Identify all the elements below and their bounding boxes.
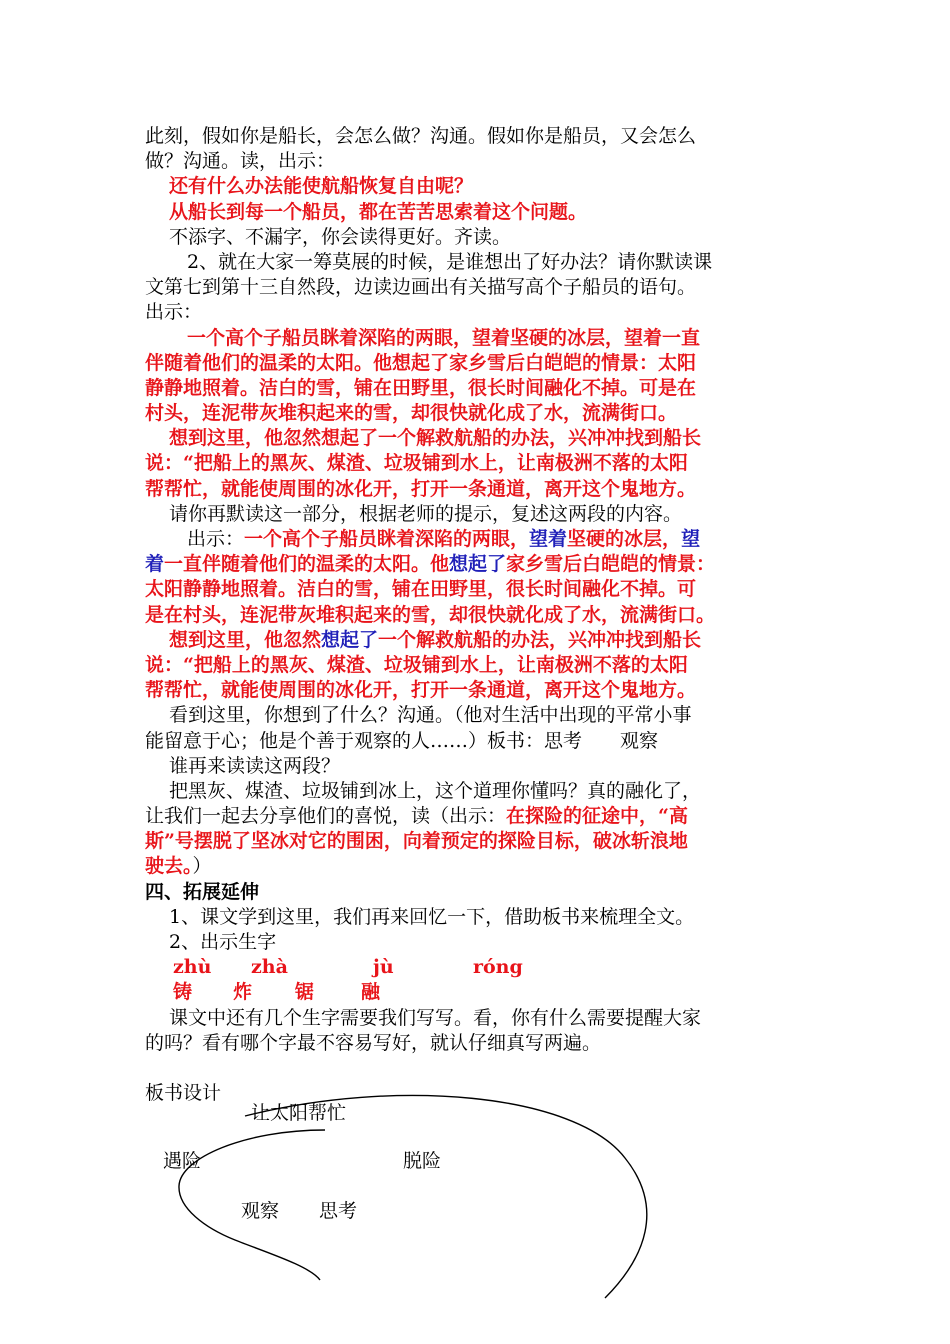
pinyin-text: zhù [173, 956, 212, 979]
text-line: 文第七到第十三自然段，边读边画出有关描写高个子船员的语句。 [145, 276, 697, 299]
text-line [145, 804, 810, 829]
emphasis-text: 想起了 [449, 553, 507, 576]
pinyin-text: róng [473, 956, 523, 979]
board-diagram [145, 1068, 705, 1328]
highlight-line: 村头，连泥带灰堆积起来的雪，却很快就化成了水，流满街口。 [145, 402, 678, 425]
text-line: 谁再来读读这两段？ [169, 754, 341, 777]
highlight-line: 是在村头，连泥带灰堆积起来的雪，却很快就化成了水，流满街口。 [145, 603, 716, 626]
highlight-line: 说：“把船上的黑灰、煤渣、垃圾铺到水上，让南极洲不落的太阳 [145, 452, 688, 475]
highlight-line: 想到这里，他忽然想起了一个解救航船的办法，兴冲冲找到船长 [169, 427, 702, 450]
pinyin-row [145, 955, 810, 980]
highlight-text: 坚硬的冰层， [567, 528, 682, 550]
highlight-line: 还有什么办法能使航船恢复自由呢？ [169, 175, 474, 198]
text-line: 请你再默读这一部分，根据老师的提示，复述这两段的内容。 [169, 502, 683, 525]
hanzi-text: 炸 [233, 981, 253, 1004]
text-line: 1、课文学到这里，我们再来回忆一下，借助板书来梳理全文。 [169, 905, 695, 928]
highlight-text: 在探险的征途中，“高 [506, 805, 688, 828]
pinyin-text: zhà [251, 956, 288, 979]
right-arc [245, 1095, 647, 1298]
highlight-text: 一个解救航船的办法，兴冲冲找到船长 [378, 628, 702, 651]
emphasis-text: 想起了 [321, 628, 379, 651]
hanzi-text: 铸 [173, 981, 193, 1004]
board-right-label: 脱险 [403, 1150, 442, 1172]
board-arcs [145, 1068, 705, 1328]
pinyin-text: jù [373, 956, 394, 979]
text-line: 的吗？看有哪个字最不容易写好，就认仔细真写两遍。 [145, 1031, 602, 1054]
text-line: 此刻，假如你是船长，会怎么做？沟通。假如你是船员，又会怎么 [145, 125, 697, 147]
text-line: 能留意于心；他是个善于观察的人……）板书：思考 观察 [145, 729, 659, 752]
board-left-label: 遇险 [163, 1150, 202, 1172]
highlight-line: 一个高个子船员眯着深陷的两眼，望着坚硬的冰层，望着一直 [187, 326, 701, 349]
highlight-text: 驶去。 [145, 855, 193, 878]
board-title: 板书设计 [145, 1082, 222, 1105]
text-line: 2、就在大家一筹莫展的时候，是谁想出了好办法？请你默读课 [187, 250, 713, 273]
text-line: 把黑灰、煤渣、垃圾铺到冰上，这个道理你懂吗？真的融化了， [169, 779, 702, 802]
highlight-line: 伴随着他们的温柔的太阳。他想起了家乡雪后白皑皑的情景：太阳 [145, 351, 697, 374]
hanzi-text: 锯 [295, 981, 315, 1004]
text-line [145, 552, 810, 577]
section-heading: 四、拓展延伸 [145, 880, 260, 903]
plain-text: 让我们一起去分享他们的喜悦，读（出示： [145, 805, 507, 828]
highlight-line: 斯”号摆脱了坚冰对它的围困，向着预定的探险目标，破冰斩浪地 [145, 830, 688, 853]
highlight-line: 帮帮忙，就能使周围的冰化开，打开一条通道，离开这个鬼地方。 [145, 679, 697, 702]
text-line [145, 854, 810, 879]
board-bottom-left-label: 观察 [241, 1200, 280, 1222]
text-line [145, 628, 810, 653]
document-body [145, 124, 810, 1106]
text-line: 出示： [145, 301, 203, 324]
emphasis-text: 望着 [529, 528, 568, 550]
emphasis-text: 着 [145, 553, 165, 576]
highlight-line: 太阳静静地照着。洁白的雪，铺在田野里，很长时间融化不掉。可 [145, 578, 697, 601]
text-line: 课文中还有几个生字需要我们写写。看，你有什么需要提醒大家 [169, 1006, 702, 1029]
text-line: 不添字、不漏字，你会读得更好。齐读。 [169, 225, 512, 248]
text-line: 2、出示生字 [169, 931, 277, 953]
highlight-text: 家乡雪后白皑皑的情景： [506, 553, 716, 576]
highlight-line: 帮帮忙，就能使周围的冰化开，打开一条通道，离开这个鬼地方。 [145, 477, 697, 500]
text-line: 看到这里，你想到了什么？沟通。（他对生活中出现的平常小事 [169, 704, 692, 727]
highlight-line: 静静地照着。洁白的雪，铺在田野里，很长时间融化不掉。可是在 [145, 376, 697, 399]
text-line: 做？沟通。读，出示： [145, 150, 336, 173]
highlight-text: 一个高个子船员眯着深陷的两眼， [244, 528, 530, 550]
plain-text: ） [192, 855, 212, 878]
highlight-line: 说：“把船上的黑灰、煤渣、垃圾铺到水上，让南极洲不落的太阳 [145, 653, 688, 676]
highlight-line: 从船长到每一个船员，都在苦苦思索着这个问题。 [169, 200, 588, 223]
emphasis-text: 望 [681, 528, 701, 550]
label-text: 出示： [187, 528, 245, 550]
board-bottom-right-label: 思考 [319, 1200, 358, 1222]
text-line [145, 527, 810, 552]
hanzi-row [145, 980, 810, 1005]
board-top-label: 让太阳帮忙 [251, 1102, 347, 1124]
highlight-text: 想到这里，他忽然 [169, 628, 322, 651]
highlight-text: 一直伴随着他们的温柔的太阳。他 [164, 553, 450, 576]
hanzi-text: 融 [361, 981, 381, 1004]
